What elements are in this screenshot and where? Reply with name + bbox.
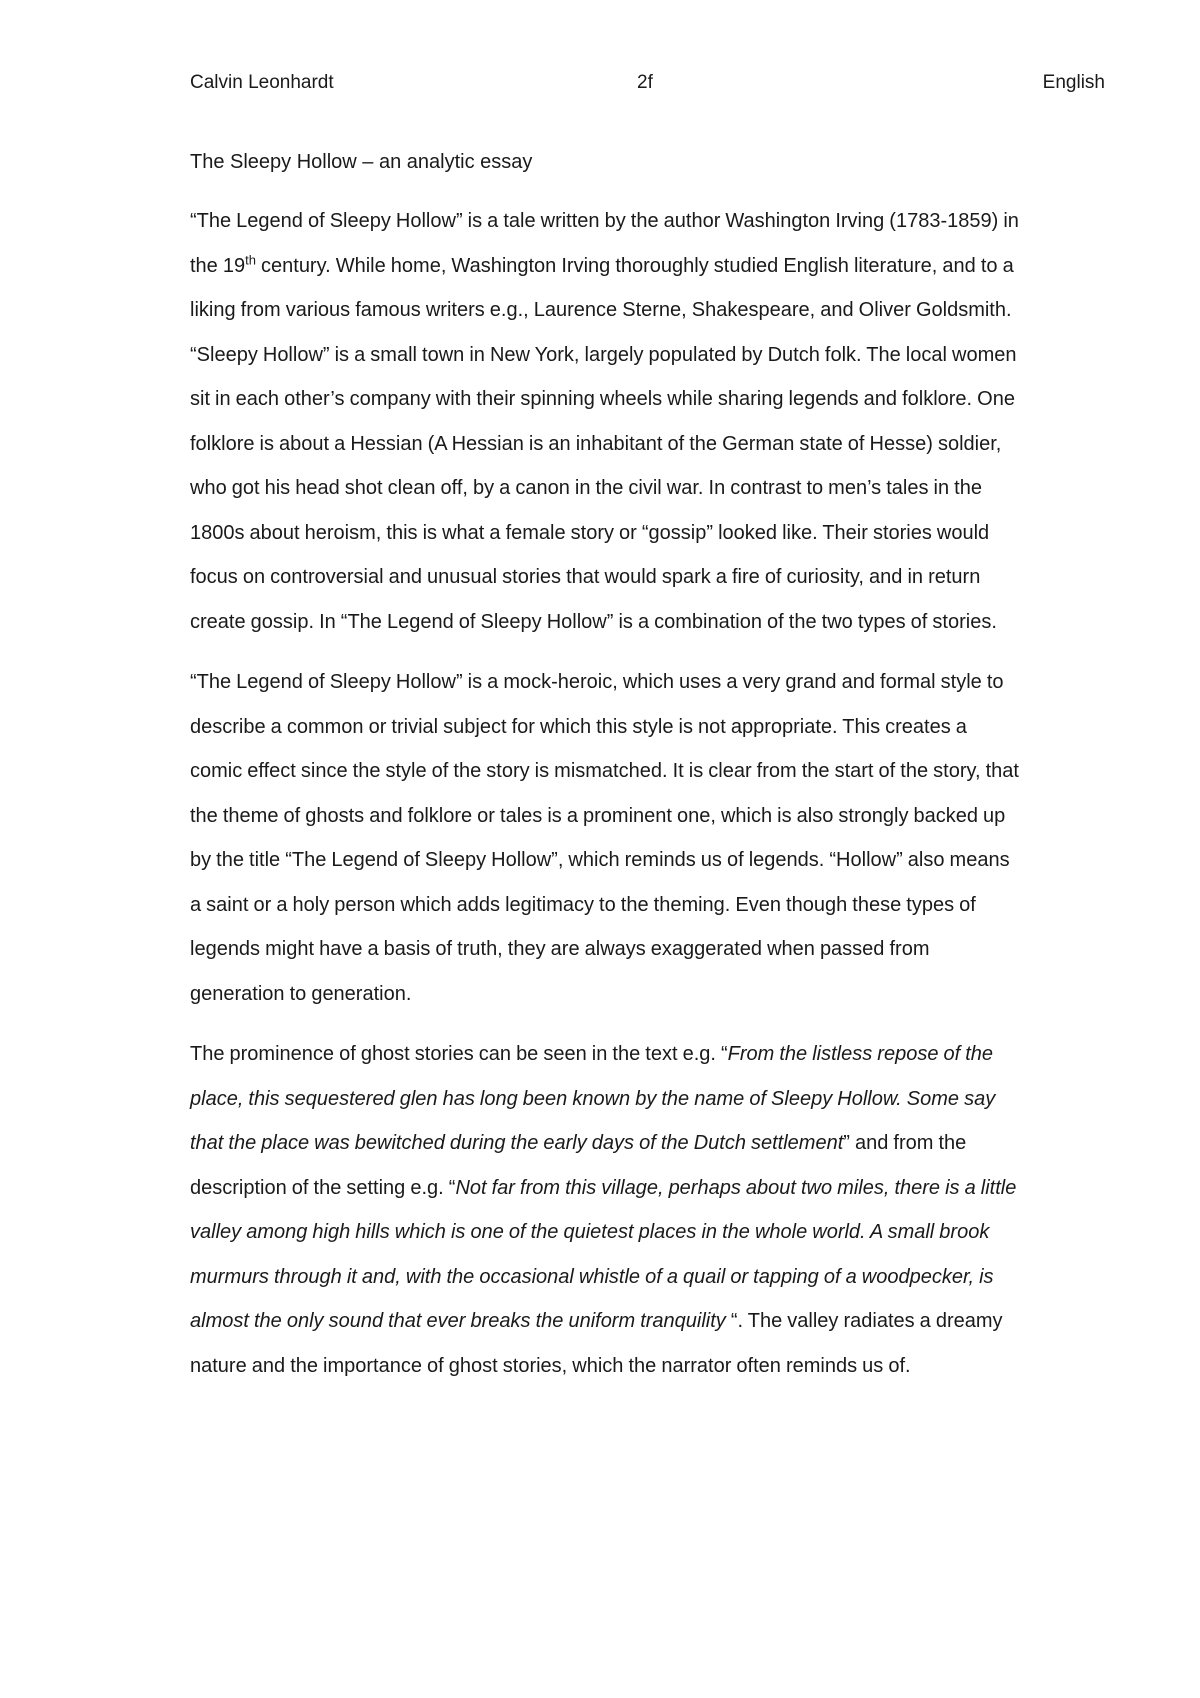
paragraph-1	[190, 199, 1020, 644]
paragraph-3-text-c: “. The valley radiates a dreamy nature and the importance of ghost stories, which the narrator often reminds us of.	[190, 1310, 1003, 1377]
paragraph-1-superscript: th	[245, 251, 256, 267]
document-title: The Sleepy Hollow – an analytic essay	[190, 151, 533, 173]
paragraph-1-text-b: century. While home, Washington Irving thoroughly studied English literature, and to a liking from various famous writers e.g., Laurence Sterne, Shakespeare, and Oliver Goldsmith. “Sleepy Hollow” is a small town in New York, largely populated by Dutch folk. The local women sit in each other’s company with their spinning wheels while sharing legends and folklore. One folklore is about a Hessian (A Hessian is an inhabitant of the German state of Hesse) soldier, who got his head shot clean off, by a canon in the civil war. In contrast to men’s tales in the 1800s about heroism, this is what a female story or “gossip” looked like. Their stories would focus on controversial and unusual stories that would spark a fire of curiosity, and in return create gossip. In “The Legend of Sleepy Hollow” is a combination of the two types of stories.	[190, 254, 1017, 633]
page-header	[190, 72, 1105, 102]
paragraph-1-text-a: “The Legend of Sleepy Hollow” is a tale written by the author Washington Irving (1783-1859) in the 19	[190, 210, 1019, 277]
paragraph-3-text-b: ” and from the description of the setting e.g. “	[190, 1132, 967, 1199]
header-author: Calvin Leonhardt	[190, 72, 334, 93]
header-subject: English	[1042, 72, 1105, 93]
paragraph-3	[190, 1032, 1020, 1388]
header-class: 2f	[637, 72, 653, 93]
paragraph-3-text-a: The prominence of ghost stories can be seen in the text e.g. “	[190, 1043, 728, 1065]
paragraph-2: “The Legend of Sleepy Hollow” is a mock-heroic, which uses a very grand and formal style to describe a common or trivial subject for which this style is not appropriate. This creates a comic effect since the style of the story is mismatched. It is clear from the start of the story, that the theme of ghosts and folklore or tales is a prominent one, which is also strongly backed up by the title “The Legend of Sleepy Hollow”, which reminds us of legends. “Hollow” also means a saint or a holy person which adds legitimacy to the theming. Even though these types of legends might have a basis of truth, they are always exaggerated when passed from generation to generation.	[190, 671, 1019, 1005]
paragraph-3-quote-2: Not far from this village, perhaps about two miles, there is a little valley among high hills which is one of the quietest places in the whole world. A small brook murmurs through it and, with the occasional whistle of a quail or tapping of a woodpecker, is almost the only sound that ever breaks the uniform tranquility	[190, 1176, 1017, 1332]
paragraph-3-quote-1: From the listless repose of the place, this sequestered glen has long been known by the name of Sleepy Hollow. Some say that the place was bewitched during the early days of the Dutch settlement	[190, 1043, 996, 1154]
document-body	[190, 145, 1020, 1404]
